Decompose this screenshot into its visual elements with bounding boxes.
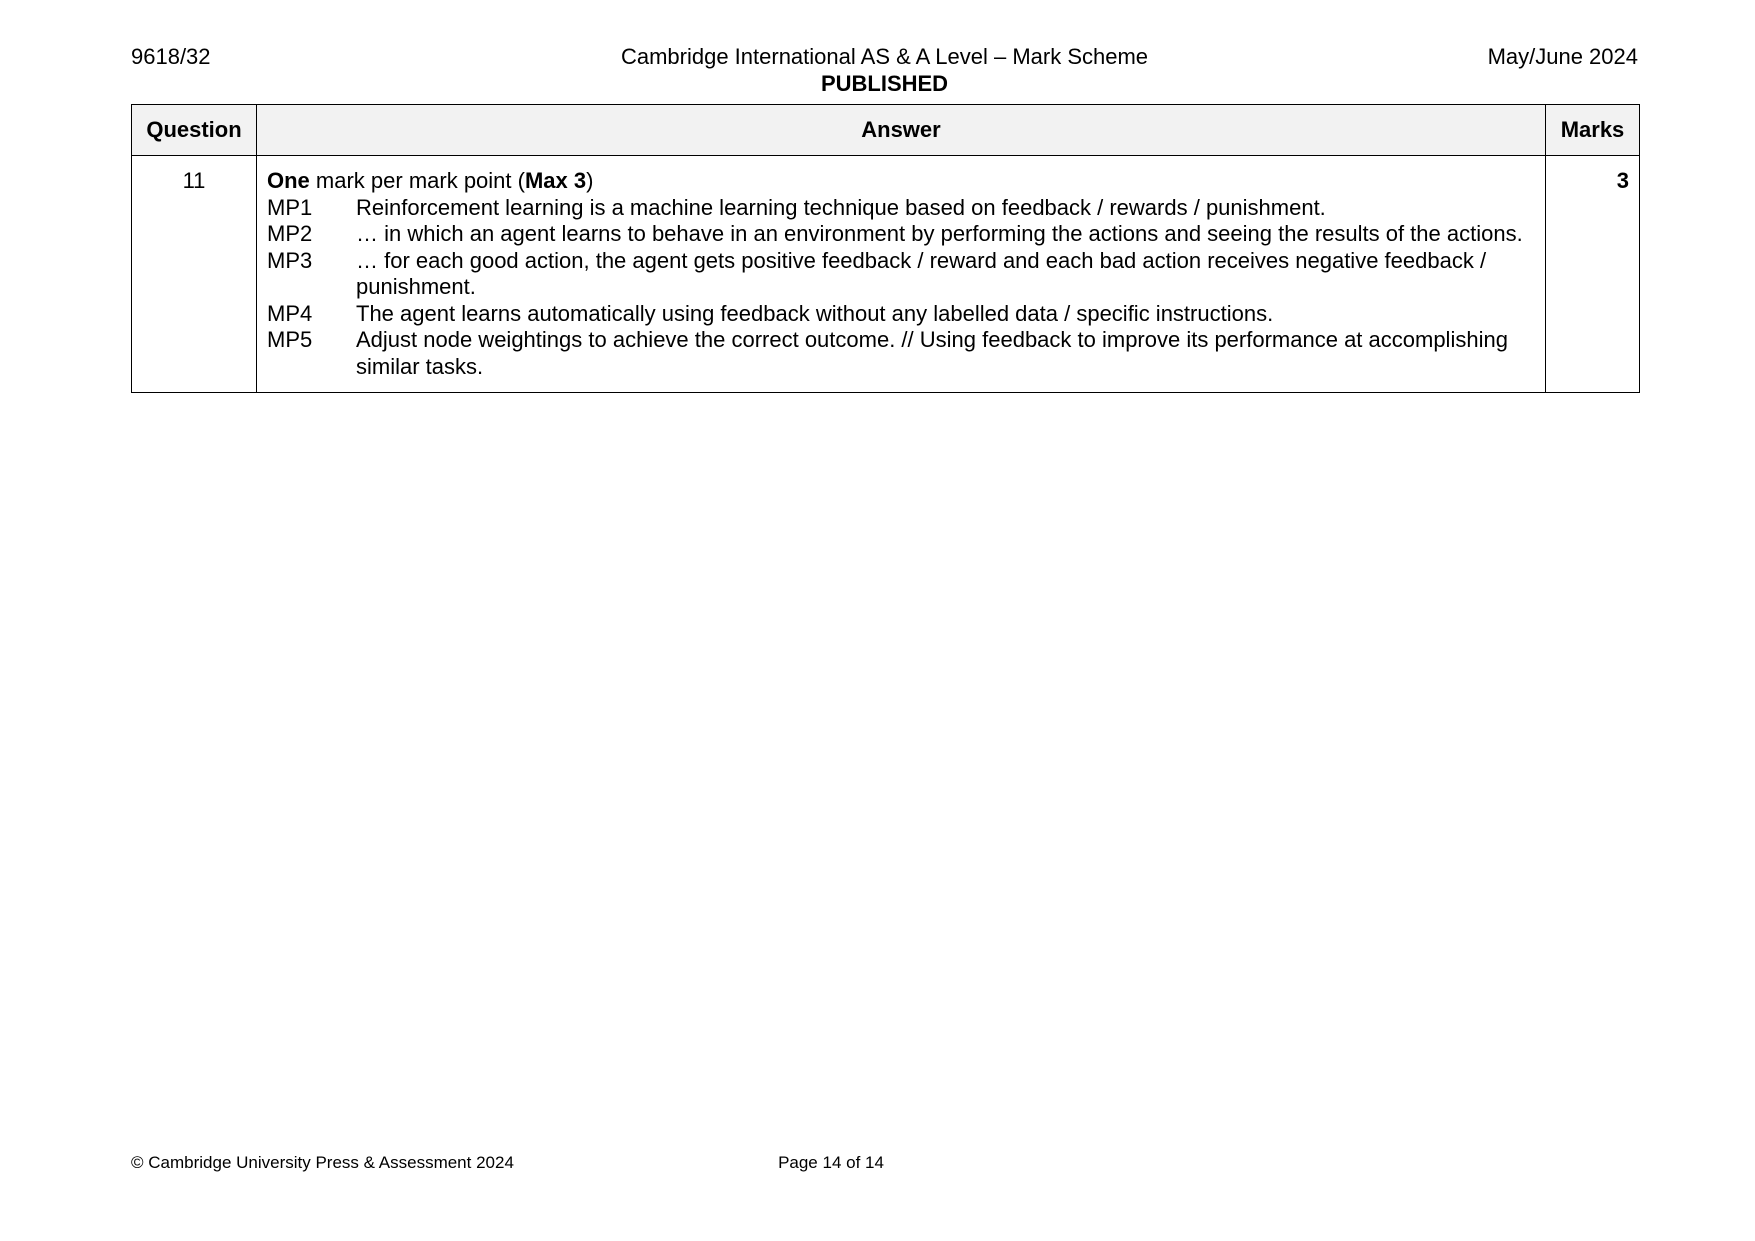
intro-text-close: ) bbox=[586, 168, 594, 193]
mark-point-label: MP2 bbox=[267, 221, 313, 246]
answer-intro bbox=[267, 168, 1535, 195]
column-header-answer: Answer bbox=[257, 105, 1546, 156]
mark-point-1 bbox=[267, 195, 1535, 222]
mark-point-3 bbox=[267, 248, 1535, 301]
mark-point-text: Adjust node weightings to achieve the correct outcome. // Using feedback to improve its performance at accomplishing similar tasks. bbox=[356, 327, 1508, 379]
mark-point-label: MP3 bbox=[267, 247, 313, 273]
mark-point-label: MP5 bbox=[267, 327, 313, 352]
document-title: Cambridge International AS & A Level – Mark Scheme bbox=[620, 44, 1149, 69]
copyright-notice: © Cambridge University Press & Assessment 2024 bbox=[131, 1153, 514, 1172]
mark-point-2 bbox=[267, 221, 1535, 248]
column-header-question: Question bbox=[132, 105, 257, 156]
mark-point-label: MP4 bbox=[267, 300, 313, 326]
column-header-marks: Marks bbox=[1546, 105, 1640, 156]
table-header-row bbox=[132, 105, 1640, 156]
mark-point-text: … for each good action, the agent gets positive feedback / reward and each bad action receives negative feedback / punishment. bbox=[356, 247, 1487, 299]
published-status: PUBLISHED bbox=[820, 71, 949, 96]
mark-point-4 bbox=[267, 301, 1535, 328]
mark-point-text: The agent learns automatically using feedback without any labelled data / specific instructions. bbox=[356, 300, 1274, 326]
mark-point-5 bbox=[267, 327, 1535, 380]
intro-bold-max: Max 3 bbox=[524, 168, 587, 193]
mark-point-text: … in which an agent learns to behave in an environment by performing the actions and seeing the results of the actions. bbox=[356, 221, 1523, 246]
mark-point-label: MP1 bbox=[267, 194, 313, 220]
marks-value: 3 bbox=[1546, 156, 1640, 393]
page-header bbox=[131, 44, 1638, 100]
intro-bold-one: One bbox=[267, 168, 310, 193]
answer-cell bbox=[257, 156, 1546, 393]
page-footer bbox=[131, 1153, 1638, 1175]
mark-point-text: Reinforcement learning is a machine learning technique based on feedback / rewards / punishment. bbox=[356, 194, 1326, 220]
mark-scheme-table bbox=[131, 104, 1640, 393]
page-number: Page 14 of 14 bbox=[778, 1153, 884, 1172]
table-row bbox=[132, 156, 1640, 393]
exam-session: May/June 2024 bbox=[1487, 44, 1638, 69]
paper-code: 9618/32 bbox=[131, 44, 211, 69]
question-number: 11 bbox=[132, 156, 257, 393]
intro-text: mark per mark point ( bbox=[309, 168, 525, 193]
